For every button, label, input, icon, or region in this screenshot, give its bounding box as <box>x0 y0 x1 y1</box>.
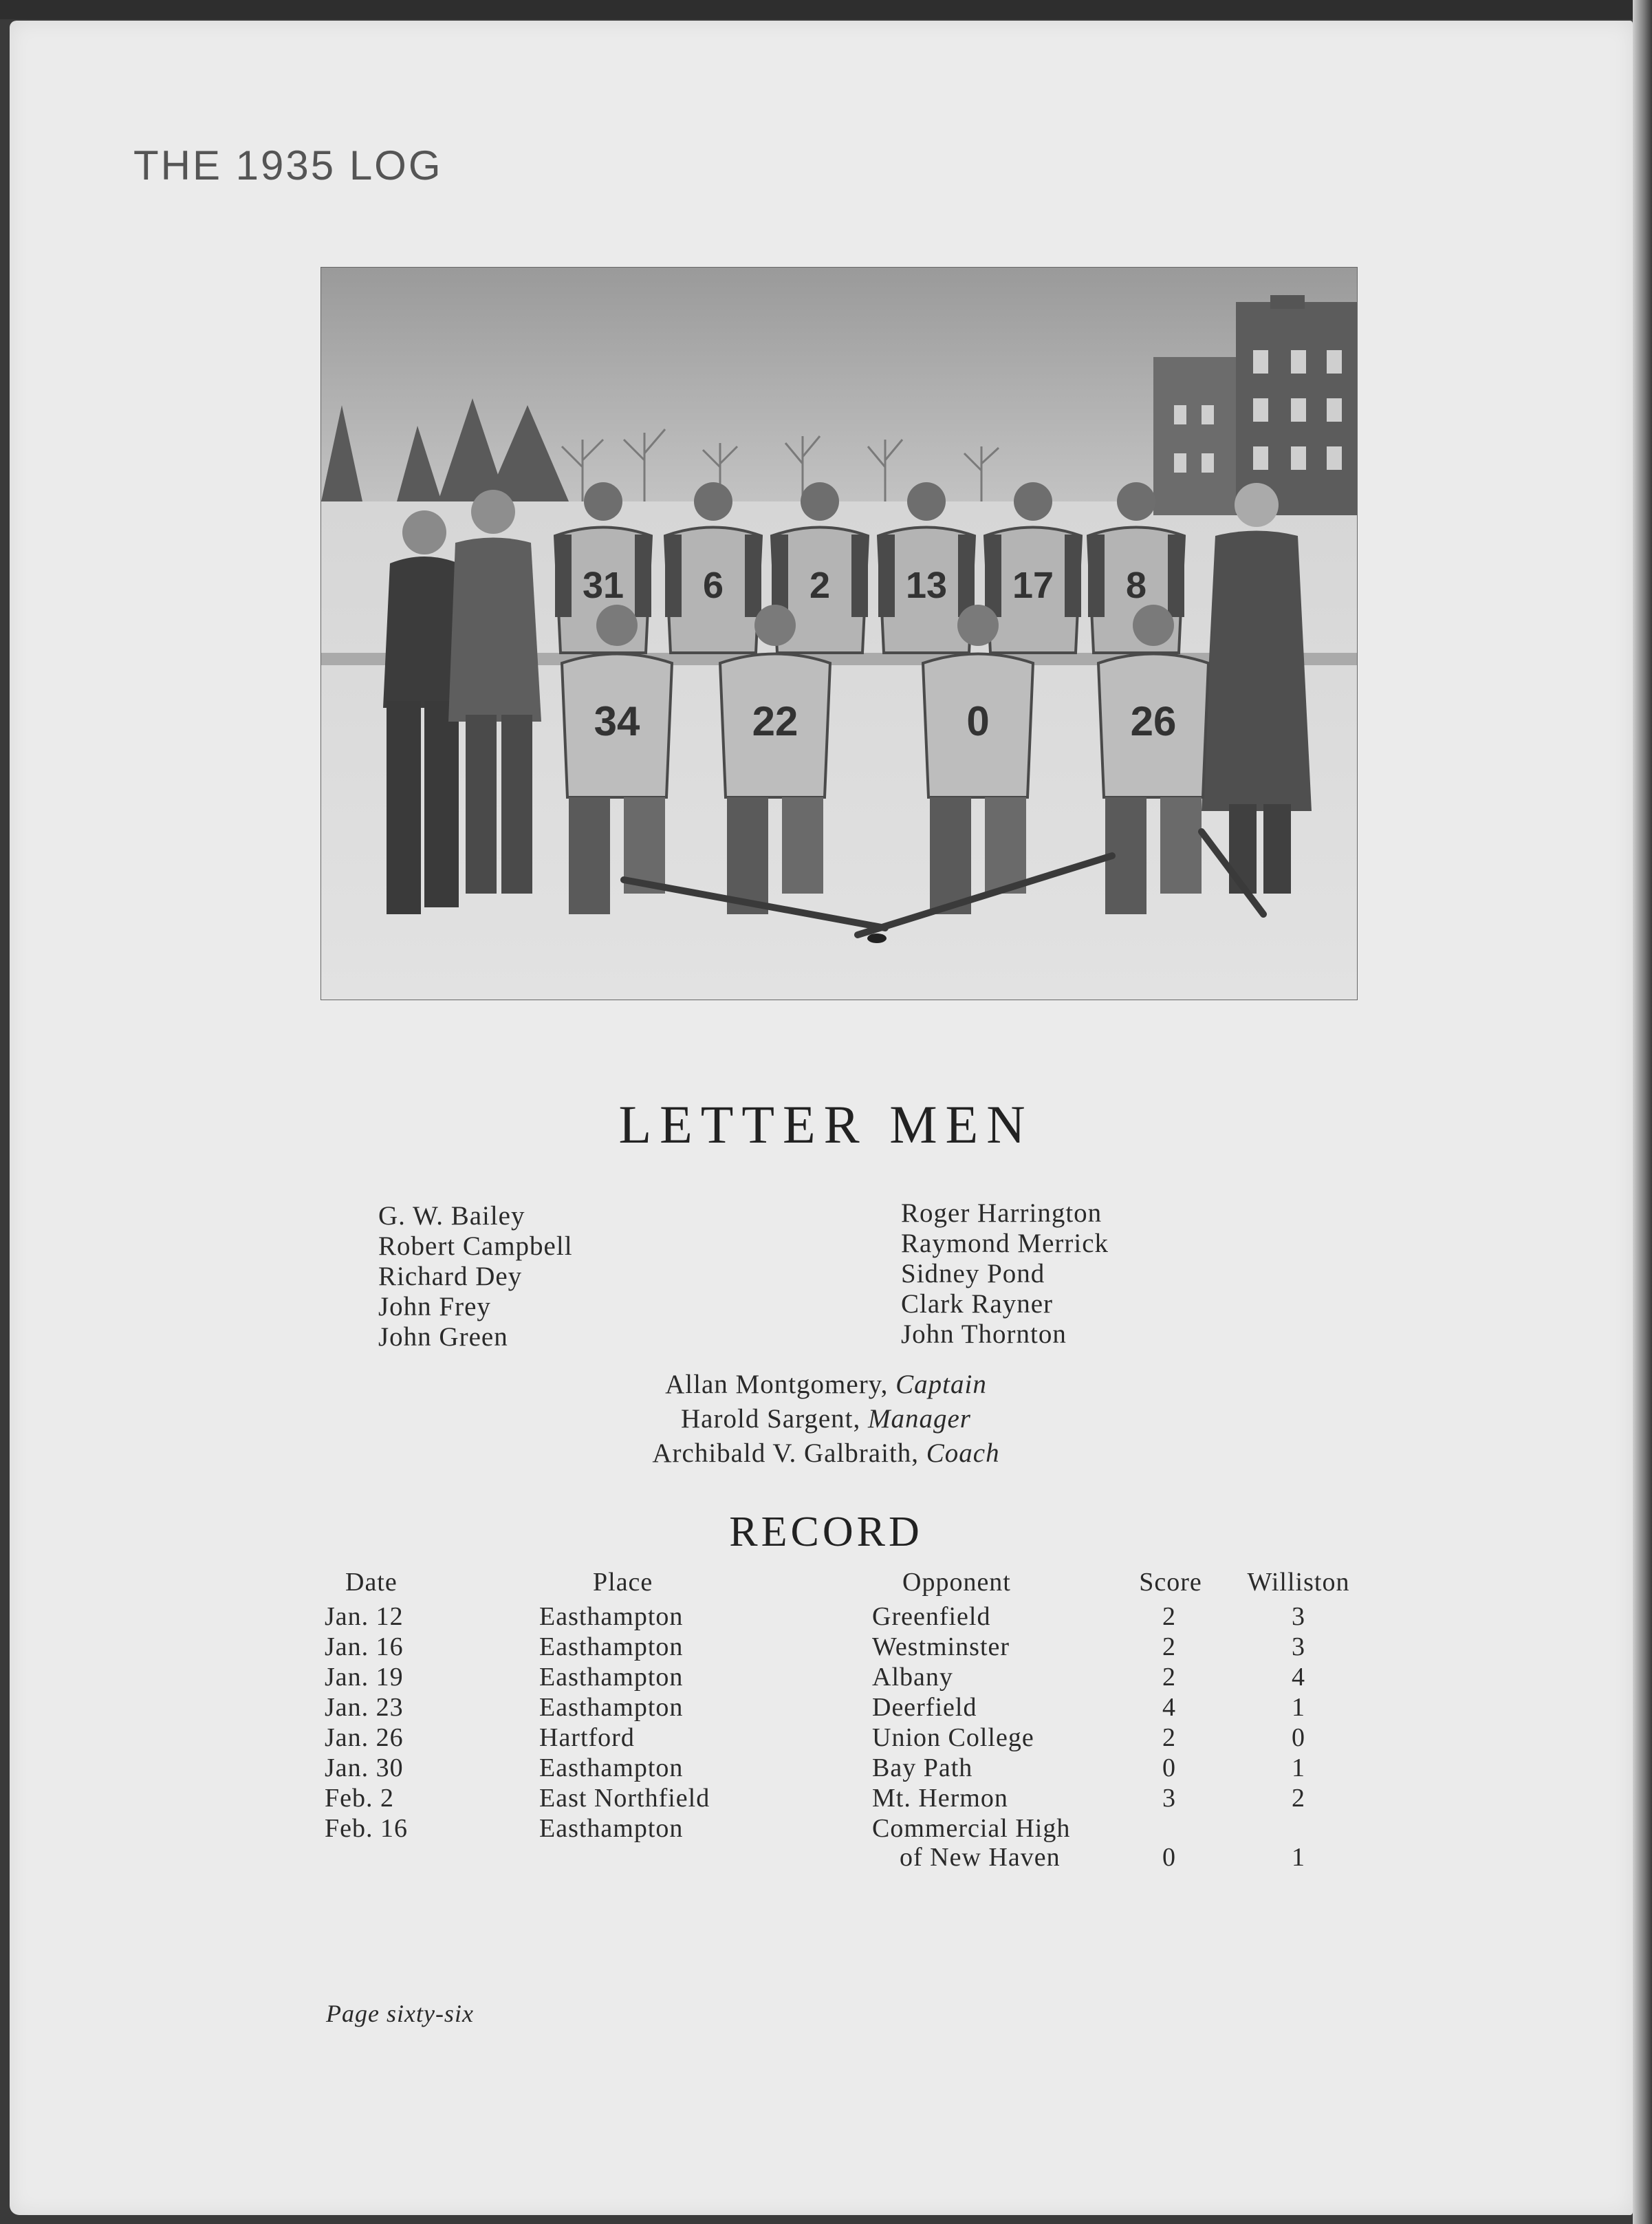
table-row <box>0 1601 1652 1632</box>
letter-man-name: Clark Rayner <box>901 1289 1054 1319</box>
manager-role: Manager <box>868 1404 971 1434</box>
team-officers <box>0 1368 1652 1471</box>
record-williston: 1 <box>1292 1753 1305 1782</box>
record-date: Jan. 23 <box>325 1693 404 1722</box>
record-place: Hartford <box>539 1723 635 1752</box>
jersey-number: 31 <box>582 565 624 606</box>
record-header-row <box>0 1567 1652 1597</box>
captain-line <box>0 1368 1652 1402</box>
coach-role: Coach <box>926 1438 1000 1468</box>
record-place: Easthampton <box>539 1814 684 1843</box>
letter-man-name: Raymond Merrick <box>901 1229 1109 1258</box>
coach-name: Archibald V. Galbraith, <box>652 1438 920 1468</box>
letter-man-name: John Frey <box>378 1292 491 1321</box>
record-date: Jan. 30 <box>325 1753 404 1782</box>
jersey-number: 17 <box>1012 565 1054 606</box>
captain-role: Captain <box>895 1370 987 1399</box>
record-score: 4 <box>1162 1693 1176 1722</box>
letter-man-name: Robert Campbell <box>378 1231 573 1261</box>
record-date: Jan. 19 <box>325 1663 404 1692</box>
record-score: 0 <box>1162 1843 1176 1872</box>
column-header-score: Score <box>1139 1568 1202 1597</box>
record-williston: 0 <box>1292 1723 1305 1752</box>
record-place: Easthampton <box>539 1693 684 1722</box>
record-date: Feb. 2 <box>325 1784 394 1813</box>
letter-man-name: Sidney Pond <box>901 1259 1045 1288</box>
letter-men-heading: LETTER MEN <box>618 1094 1034 1154</box>
record-date: Jan. 16 <box>325 1632 404 1661</box>
column-header-place: Place <box>593 1568 653 1597</box>
record-date: Jan. 26 <box>325 1723 404 1752</box>
record-score: 2 <box>1162 1632 1176 1661</box>
record-score: 2 <box>1162 1602 1176 1631</box>
column-header-date: Date <box>345 1568 398 1597</box>
table-row <box>0 1662 1652 1692</box>
table-row <box>0 1783 1652 1813</box>
hockey-puck <box>867 933 887 943</box>
column-header-opponent: Opponent <box>902 1568 1011 1597</box>
record-date: Feb. 16 <box>325 1814 408 1843</box>
coach-line <box>0 1436 1652 1471</box>
jersey-number: 6 <box>702 565 724 606</box>
table-row <box>0 1632 1652 1662</box>
record-opponent: Greenfield <box>872 1602 991 1631</box>
record-opponent-line2: of New Haven <box>900 1843 1061 1872</box>
table-row <box>0 1723 1652 1753</box>
letter-men-left-column <box>378 1201 573 1352</box>
record-place: Easthampton <box>539 1602 684 1631</box>
record-heading: RECORD <box>729 1509 923 1555</box>
jersey-number: 22 <box>752 698 798 744</box>
letter-man-name: Roger Harrington <box>901 1198 1102 1228</box>
record-place: Easthampton <box>539 1663 684 1692</box>
letter-man-name: John Thornton <box>901 1319 1067 1349</box>
record-date: Jan. 12 <box>325 1602 404 1631</box>
manager-name: Harold Sargent, <box>681 1404 861 1434</box>
record-place: Easthampton <box>539 1753 684 1782</box>
record-opponent: Mt. Hermon <box>872 1784 1008 1813</box>
letter-man-name: John Green <box>378 1322 508 1352</box>
jersey-number: 2 <box>809 565 831 606</box>
record-opponent: Albany <box>872 1663 953 1692</box>
record-score: 2 <box>1162 1663 1176 1692</box>
record-score: 2 <box>1162 1723 1176 1752</box>
column-header-williston: Williston <box>1247 1568 1350 1597</box>
record-place: Easthampton <box>539 1632 684 1661</box>
record-opponent: Bay Path <box>872 1753 973 1782</box>
table-row <box>0 1692 1652 1723</box>
jersey-number: 0 <box>966 698 990 744</box>
scan-border-top <box>0 0 1652 19</box>
jersey-number: 26 <box>1130 698 1177 744</box>
record-score: 0 <box>1162 1753 1176 1782</box>
record-opponent: Commercial High <box>872 1814 1071 1843</box>
record-opponent: Deerfield <box>872 1693 977 1722</box>
manager-line <box>0 1402 1652 1436</box>
table-row <box>0 1753 1652 1783</box>
team-photo <box>320 267 1358 1000</box>
table-row <box>0 1813 1652 1872</box>
record-williston: 1 <box>1292 1843 1305 1872</box>
record-williston: 4 <box>1292 1663 1305 1692</box>
record-opponent: Union College <box>872 1723 1034 1752</box>
record-williston: 3 <box>1292 1602 1305 1631</box>
jersey-number: 13 <box>905 565 948 606</box>
record-score: 3 <box>1162 1784 1176 1813</box>
scan-border-right <box>1633 0 1652 2224</box>
record-opponent: Westminster <box>872 1632 1010 1661</box>
page-number: Page sixty-six <box>326 2000 474 2027</box>
record-williston: 1 <box>1292 1693 1305 1722</box>
jersey-number: 8 <box>1125 565 1147 606</box>
letter-man-name: G. W. Bailey <box>378 1201 525 1231</box>
captain-name: Allan Montgomery, <box>665 1370 889 1399</box>
record-williston: 3 <box>1292 1632 1305 1661</box>
jersey-number: 34 <box>594 698 640 744</box>
team-photo-illustration <box>321 268 1357 1000</box>
letter-man-name: Richard Dey <box>378 1262 523 1291</box>
record-place: East Northfield <box>539 1784 710 1813</box>
record-williston: 2 <box>1292 1784 1305 1813</box>
letter-men-right-column <box>901 1198 1109 1350</box>
running-head: THE 1935 LOG <box>133 142 443 188</box>
